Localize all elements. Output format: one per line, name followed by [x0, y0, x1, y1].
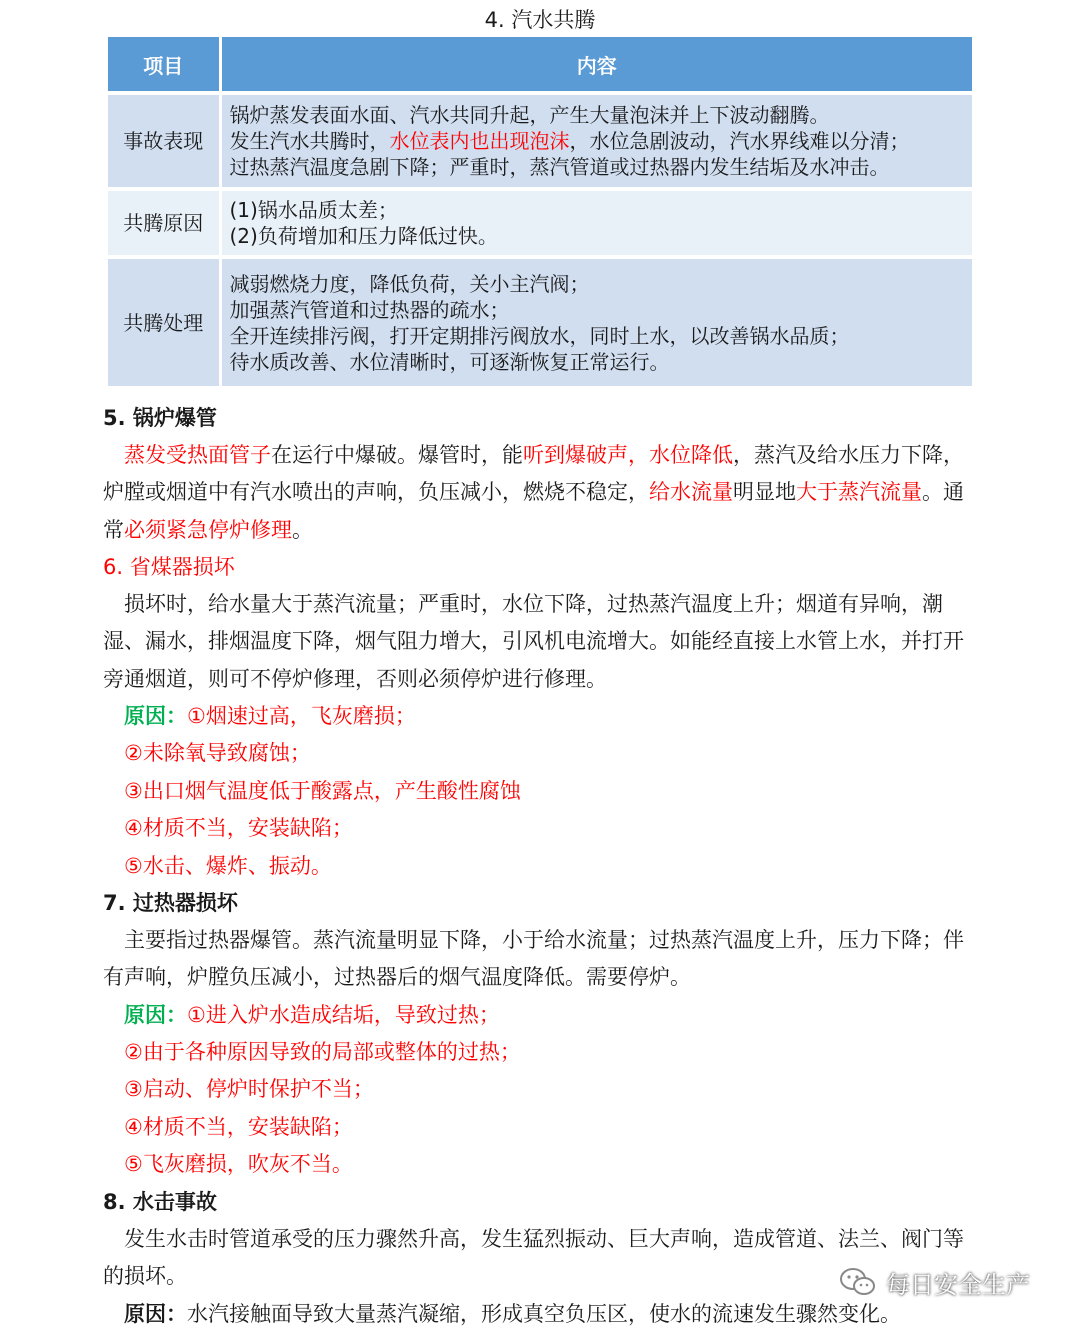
section-heading: 6. 省煤器损坏	[103, 555, 235, 579]
section-boiler-tube-burst	[103, 400, 983, 549]
section-superheater-damage	[103, 885, 983, 1184]
cause-item: ②未除氧导致腐蚀；	[124, 741, 311, 766]
table-row	[108, 93, 972, 189]
content-line: 待水质改善、水位清晰时，可逐渐恢复正常运行。	[229, 349, 670, 374]
section-paragraph: 主要指过热器爆管。蒸汽流量明显下降，小于给水流量；过热蒸汽温度上升，压力下降；伴有声响，炉膛负压减小，过热器后的烟气温度降低。需要停炉。	[103, 928, 964, 990]
header-item: 项目	[108, 37, 220, 93]
section-paragraph: 蒸发受热面管子在运行中爆破。爆管时，能听到爆破声，水位降低，蒸汽及给水压力下降，炉膛或烟道中有汽水喷出的声响，负压减小，燃烧不稳定，给水流量明显地大于蒸汽流量。通常必须紧急停炉修理。	[103, 443, 964, 542]
cause-item: 原因：①烟速过高，飞灰磨损；	[124, 703, 416, 728]
content-line: 减弱燃烧力度，降低负荷，关小主汽阀；	[229, 271, 590, 296]
wechat-icon	[838, 1265, 878, 1299]
section-economizer-damage	[103, 549, 983, 885]
table-title: 4. 汽水共腾	[484, 8, 596, 32]
watermark	[838, 1262, 1030, 1302]
cause-item: ⑤飞灰磨损，吹灰不当。	[124, 1152, 353, 1177]
foaming-table	[108, 37, 972, 390]
section-heading: 8. 水击事故	[103, 1190, 217, 1214]
table-row	[108, 189, 972, 257]
content-line: (1)锅水品质太差；	[229, 198, 398, 222]
row-label: 共腾处理	[108, 257, 220, 388]
content-line: 锅炉蒸发表面水面、汽水共同升起，产生大量泡沫并上下波动翻腾。	[229, 103, 830, 127]
cause-item: ③出口烟气温度低于酸露点，产生酸性腐蚀	[124, 778, 521, 803]
table-row	[108, 257, 972, 388]
highlight-text: 水位表内也出现泡沫	[389, 129, 570, 153]
cause-item: 原因：①进入炉水造成结垢，导致过热；	[124, 1002, 500, 1027]
cause-item: ④材质不当，安装缺陷；	[124, 816, 353, 841]
content-line: (2)负荷增加和压力降低过快。	[229, 224, 498, 248]
content-line: 发生汽水共腾时，水位表内也出现泡沫，水位急剧波动，汽水界线难以分清；	[229, 129, 910, 153]
row-label: 事故表现	[108, 93, 220, 189]
content-line: 过热蒸汽温度急剧下降；严重时，蒸汽管道或过热器内发生结垢及水冲击。	[229, 155, 890, 179]
cause-item: ⑤水击、爆炸、振动。	[124, 853, 332, 878]
section-paragraph: 发生水击时管道承受的压力骤然升高，发生猛烈振动、巨大声响，造成管道、法兰、阀门等的损坏。	[103, 1227, 964, 1289]
section-water-hammer	[103, 1184, 983, 1333]
section-heading: 5. 锅炉爆管	[103, 406, 217, 430]
content-line: 加强蒸汽管道和过热器的疏水；	[229, 297, 510, 322]
cause-item: ④材质不当，安装缺陷；	[124, 1114, 353, 1139]
cause-item: ③启动、停炉时保护不当；	[124, 1077, 374, 1102]
row-content	[220, 257, 972, 388]
row-content	[220, 189, 972, 257]
section-heading: 7. 过热器损坏	[103, 891, 238, 915]
header-content: 内容	[220, 37, 972, 93]
content-line: 全开连续排污阀，打开定期排污阀放水，同时上水，以改善锅水品质；	[229, 323, 850, 348]
cause-item: 原因：水汽接触面导致大量蒸汽凝缩，形成真空负压区，使水的流速发生骤然变化。	[124, 1301, 901, 1326]
section-paragraph: 损坏时，给水量大于蒸汽流量；严重时，水位下降，过热蒸汽温度上升；烟道有异响，潮湿、漏水，排烟温度下降，烟气阻力增大，引风机电流增大。如能经直接上水管上水，并打开旁通烟道，则可不停炉修理，否则必须停炉进行修理。	[103, 592, 964, 691]
row-content	[220, 93, 972, 189]
row-label: 共腾原因	[108, 189, 220, 257]
cause-item: ②由于各种原因导致的局部或整体的过热；	[124, 1040, 521, 1064]
watermark-text: 每日安全生产	[886, 1270, 1030, 1299]
